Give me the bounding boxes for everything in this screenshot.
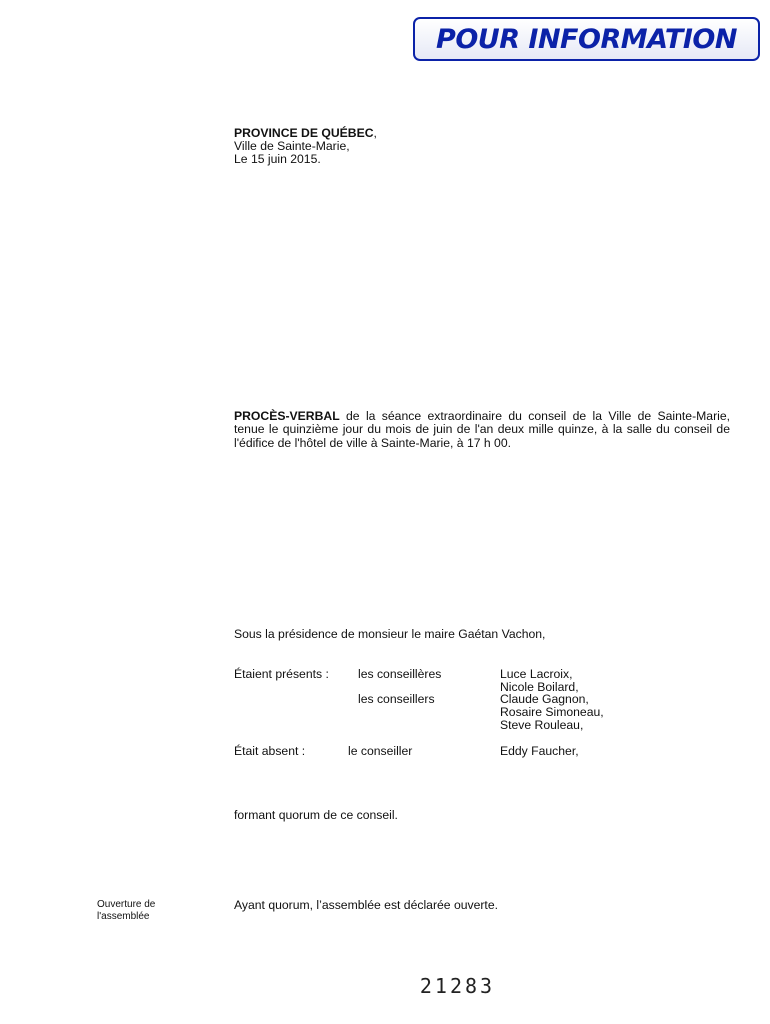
header-date: Le 15 juin 2015. [234, 152, 321, 166]
absent-label: Était absent : [234, 744, 306, 758]
province-heading: PROVINCE DE QUÉBEC [234, 126, 374, 140]
presents-label: Étaient présents : [234, 667, 329, 681]
role-conseilleres: les conseillères [358, 667, 442, 681]
member-name: Claude Gagnon, [500, 692, 589, 706]
proces-verbal-title: PROCÈS-VERBAL [234, 409, 340, 423]
stamp-label: POUR INFORMATION [436, 23, 737, 55]
quorum-line: formant quorum de ce conseil. [234, 808, 398, 822]
member-name: Rosaire Simoneau, [500, 705, 604, 719]
margin-label-line: Ouverture de [97, 899, 156, 910]
member-name: Luce Lacroix, [500, 667, 573, 681]
header-city: Ville de Sainte-Marie, [234, 139, 350, 153]
province-suffix: , [373, 126, 377, 140]
opening-statement: Ayant quorum, l’assemblée est déclarée ouverte. [234, 898, 498, 912]
role-conseillers: les conseillers [358, 692, 435, 706]
pour-information-stamp [413, 17, 760, 61]
proces-verbal-text: de la séance extraordinaire du conseil de la Ville de Sainte-Marie, tenue le quinzième jour du mois de juin de l'an deux mille quinze, à la salle du conseil de l'édifice de l'hôtel de ville à Sainte-Marie, à 17 h 00. [234, 409, 730, 450]
page-number: 21283 [419, 974, 496, 998]
member-name: Nicole Boilard, [500, 680, 579, 694]
member-name: Steve Rouleau, [500, 718, 584, 732]
proces-verbal-paragraph [234, 410, 730, 450]
absent-name: Eddy Faucher, [500, 744, 579, 758]
presidence-line: Sous la présidence de monsieur le maire Gaétan Vachon, [234, 627, 546, 641]
opening-margin-label [97, 899, 155, 923]
absent-role: le conseiller [348, 744, 413, 758]
margin-label-line: l'assemblée [97, 911, 150, 922]
